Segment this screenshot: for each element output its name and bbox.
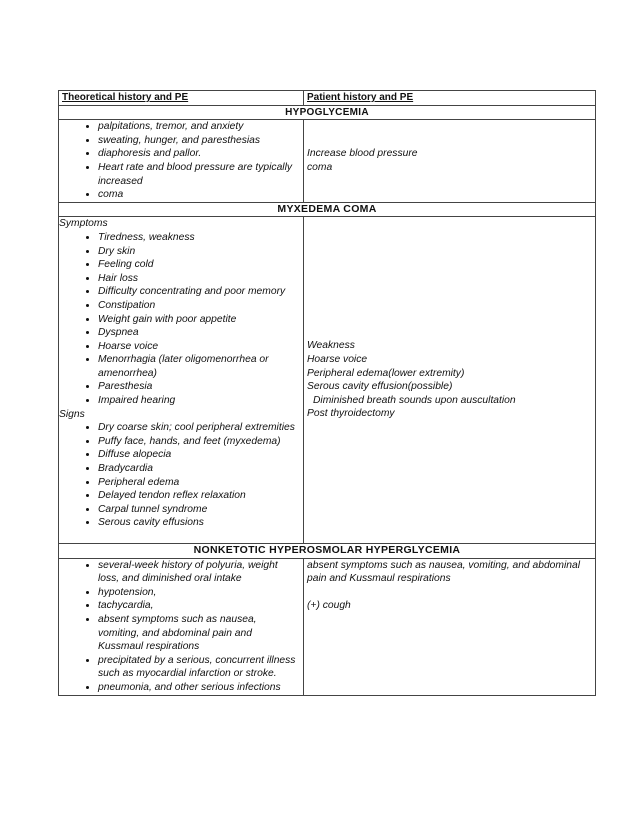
- hypoglycemia-theory-list: [62, 120, 300, 202]
- patient-finding: Post thyroidectomy: [307, 408, 395, 420]
- nkhh-patient-cell: [304, 558, 596, 695]
- list-item: • Feeling cold: [98, 258, 300, 272]
- cell-spacer: [62, 530, 300, 543]
- list-item: • Dry coarse skin; cool peripheral extremities: [98, 421, 300, 435]
- list-item: • Delayed tendon reflex relaxation: [98, 489, 300, 503]
- list-item: • pneumonia, and other serious infections: [98, 681, 300, 695]
- list-item: • absent symptoms such as nausea, vomiting, and abdominal pain and Kussmaul respirations: [98, 613, 300, 654]
- patient-finding: Serous cavity effusion(possible): [307, 381, 453, 393]
- nkhh-theory-list: [62, 559, 300, 695]
- section-title-myxedema: MYXEDEMA COMA: [59, 202, 596, 217]
- patient-finding: absent symptoms such as nausea, vomiting, and abdominal pain and Kussmaul respirations: [307, 559, 581, 585]
- section-title-nkhh: NONKETOTIC HYPEROSMOLAR HYPERGLYCEMIA: [59, 544, 596, 559]
- list-item: • tachycardia,: [98, 599, 300, 613]
- list-item: • Heart rate and blood pressure are typically increased: [98, 161, 300, 188]
- table-row: [59, 217, 596, 544]
- list-item: • Carpal tunnel syndrome: [98, 503, 300, 517]
- section-title-hypoglycemia: HYPOGLYCEMIA: [59, 105, 596, 120]
- list-item: • Serous cavity effusions: [98, 516, 300, 530]
- list-item: • coma: [98, 188, 300, 202]
- hypoglycemia-patient-cell: [304, 120, 596, 203]
- myxedema-signs-list: [62, 421, 300, 530]
- list-item: • Bradycardia: [98, 462, 300, 476]
- list-item: • Puffy face, hands, and feet (myxedema): [98, 435, 300, 449]
- list-item: • several-week history of polyuria, weight loss, and diminished oral intake: [98, 559, 300, 586]
- section-row-nkhh: [59, 544, 596, 559]
- clinical-comparison-table: [58, 90, 596, 696]
- list-item: • hypotension,: [98, 586, 300, 600]
- list-item: • Menorrhagia (later oligomenorrhea or amenorrhea): [98, 353, 300, 380]
- myxedema-patient-cell: [304, 217, 596, 544]
- list-item: • Constipation: [98, 299, 300, 313]
- list-item: • Hair loss: [98, 272, 300, 286]
- list-item: • Difficulty concentrating and poor memory: [98, 285, 300, 299]
- patient-finding: Increase blood pressure: [307, 148, 418, 160]
- patient-finding: coma: [307, 161, 333, 173]
- table-row: [59, 120, 596, 203]
- signs-label: Signs: [59, 408, 85, 420]
- header-theoretical: Theoretical history and PE: [59, 91, 304, 106]
- patient-finding: Hoarse voice: [307, 353, 368, 365]
- list-item: • Dry skin: [98, 245, 300, 259]
- patient-finding: Peripheral edema(lower extremity): [307, 367, 465, 379]
- list-item: • Impaired hearing: [98, 394, 300, 408]
- hypoglycemia-theory-cell: [59, 120, 304, 203]
- list-item: • Weight gain with poor appetite: [98, 313, 300, 327]
- symptoms-label: Symptoms: [59, 218, 108, 230]
- list-item: • Dyspnea: [98, 326, 300, 340]
- list-item: • Diffuse alopecia: [98, 448, 300, 462]
- list-item: • Hoarse voice: [98, 340, 300, 354]
- nkhh-theory-cell: [59, 558, 304, 695]
- header-patient: Patient history and PE: [304, 91, 596, 106]
- section-row-myxedema: [59, 202, 596, 217]
- list-item: • Tiredness, weakness: [98, 231, 300, 245]
- list-item: • sweating, hunger, and paresthesias: [98, 134, 300, 148]
- patient-finding: (+) cough: [307, 599, 351, 611]
- table-header-row: [59, 91, 596, 106]
- myxedema-theory-cell: [59, 217, 304, 544]
- table-row: [59, 558, 596, 695]
- list-item: • Peripheral edema: [98, 476, 300, 490]
- patient-finding: Weakness: [307, 340, 355, 352]
- list-item: • palpitations, tremor, and anxiety: [98, 120, 300, 134]
- patient-finding: Diminished breath sounds upon auscultation: [313, 394, 516, 406]
- myxedema-symptoms-list: [62, 231, 300, 408]
- list-item: • Paresthesia: [98, 380, 300, 394]
- list-item: • precipitated by a serious, concurrent illness such as myocardial infarction or stroke.: [98, 654, 300, 681]
- section-row-hypoglycemia: [59, 105, 596, 120]
- list-item: • diaphoresis and pallor.: [98, 147, 300, 161]
